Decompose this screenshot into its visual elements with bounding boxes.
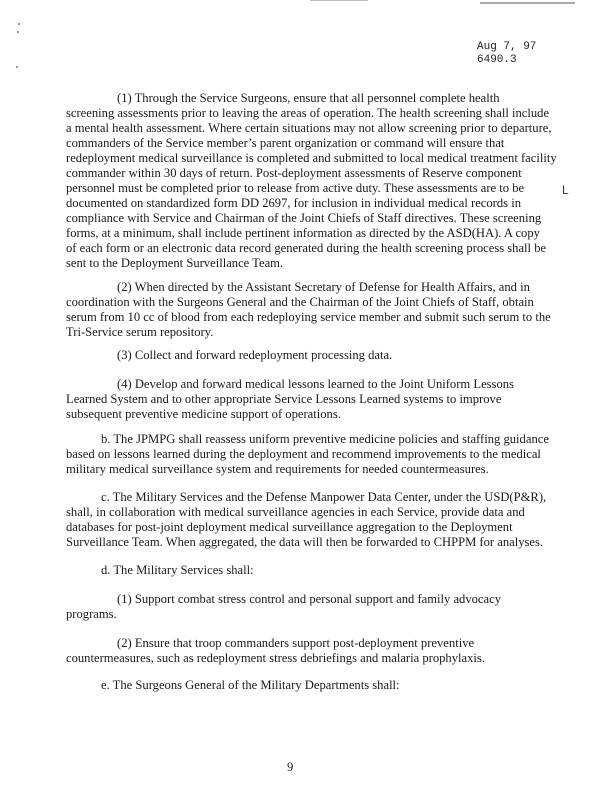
- scan-artifact-dot: [17, 31, 19, 33]
- scan-artifact-dot: [18, 23, 20, 25]
- text-line: (2) When directed by the Assistant Secretary of Defense for Health Affairs, and in: [117, 280, 530, 294]
- text-line: a mental health assessment. Where certain situations may not allow screening prior to departure,: [66, 121, 552, 135]
- text-line: programs.: [66, 607, 117, 621]
- text-line: shall, in collaboration with medical surveillance agencies in each Service, provide data and: [66, 505, 525, 519]
- paragraph-c: [66, 490, 554, 550]
- text-line: redeployment medical surveillance is completed and submitted to local medical treatment facility: [66, 151, 557, 165]
- text-line: personnel must be completed prior to release from active duty. These assessments are to be: [66, 181, 525, 195]
- paragraph-4: [66, 377, 554, 422]
- text-line: commanders of the Service member’s parent organization or command will ensure that: [66, 136, 505, 150]
- scan-artifact-line: [480, 2, 575, 4]
- text-line: databases for post-joint deployment medical surveillance aggregation to the Deployment: [66, 520, 513, 534]
- text-line: compliance with Service and Chairman of the Joint Chiefs of Staff directives. These screening: [66, 211, 542, 225]
- text-line: based on lessons learned during the deployment and recommend improvements to the medical: [66, 447, 541, 461]
- paragraph-d1: [66, 592, 554, 622]
- scan-artifact-dot: [16, 66, 18, 68]
- paragraph-d2: [66, 636, 554, 666]
- text-line: (4) Develop and forward medical lessons learned to the Joint Uniform Lessons: [117, 377, 514, 391]
- text-line: c. The Military Services and the Defense Manpower Data Center, under the USD(P&R),: [101, 490, 547, 504]
- paragraph-d: [66, 563, 554, 578]
- text-line: serum from 10 cc of blood from each redeploying service member and submit such serum to the: [66, 310, 551, 324]
- text-line: Surveillance Team. When aggregated, the data will then be forwarded to CHPPM for analyses.: [66, 535, 544, 549]
- paragraph-b: [66, 432, 554, 477]
- header-date: Aug 7, 97: [477, 41, 537, 53]
- header-doc-number: 6490.3: [477, 54, 517, 66]
- text-line: commander within 30 days of return. Post-deployment assessments of Reserve component: [66, 166, 522, 180]
- text-line: documented on standardized form DD 2697, for inclusion in individual medical records in: [66, 196, 522, 210]
- page-number: 9: [287, 760, 294, 774]
- text-line: (1) Through the Service Surgeons, ensure that all personnel complete health: [117, 91, 500, 105]
- text-line: subsequent preventive medicine support of operations.: [66, 407, 341, 421]
- text-line: Learned System and to other appropriate Service Lessons Learned systems to improve: [66, 392, 502, 406]
- text-line: sent to the Deployment Surveillance Team.: [66, 256, 284, 270]
- text-line: (2) Ensure that troop commanders support post-deployment preventive: [117, 636, 475, 650]
- scan-artifact-line: [310, 0, 368, 1]
- document-header: [477, 41, 536, 67]
- margin-handwritten-mark: L: [562, 183, 569, 197]
- text-line: screening assessments prior to leaving the areas of operation. The health screening shall include: [66, 106, 550, 120]
- paragraph-1: [66, 91, 557, 271]
- text-line: d. The Military Services shall:: [101, 563, 254, 577]
- paragraph-3: [66, 348, 554, 363]
- text-line: (3) Collect and forward redeployment processing data.: [117, 348, 393, 362]
- text-line: b. The JPMPG shall reassess uniform preventive medicine policies and staffing guidance: [101, 432, 549, 446]
- text-line: military medical surveillance system and requirements for needed countermeasures.: [66, 462, 489, 476]
- text-line: e. The Surgeons General of the Military Departments shall:: [101, 678, 400, 692]
- paragraph-2: [66, 280, 554, 340]
- paragraph-e: [66, 678, 554, 693]
- text-line: coordination with the Surgeons General and the Chairman of the Joint Chiefs of Staff, obtain: [66, 295, 534, 309]
- text-line: of each form or an electronic data record generated during the health screening process shall be: [66, 241, 547, 255]
- text-line: countermeasures, such as redeployment stress debriefings and malaria prophylaxis.: [66, 651, 485, 665]
- text-line: Tri-Service serum repository.: [66, 325, 214, 339]
- text-line: (1) Support combat stress control and personal support and family advocacy: [117, 592, 502, 606]
- text-line: forms, at a minimum, shall include pertinent information as directed by the ASD(HA). A copy: [66, 226, 540, 240]
